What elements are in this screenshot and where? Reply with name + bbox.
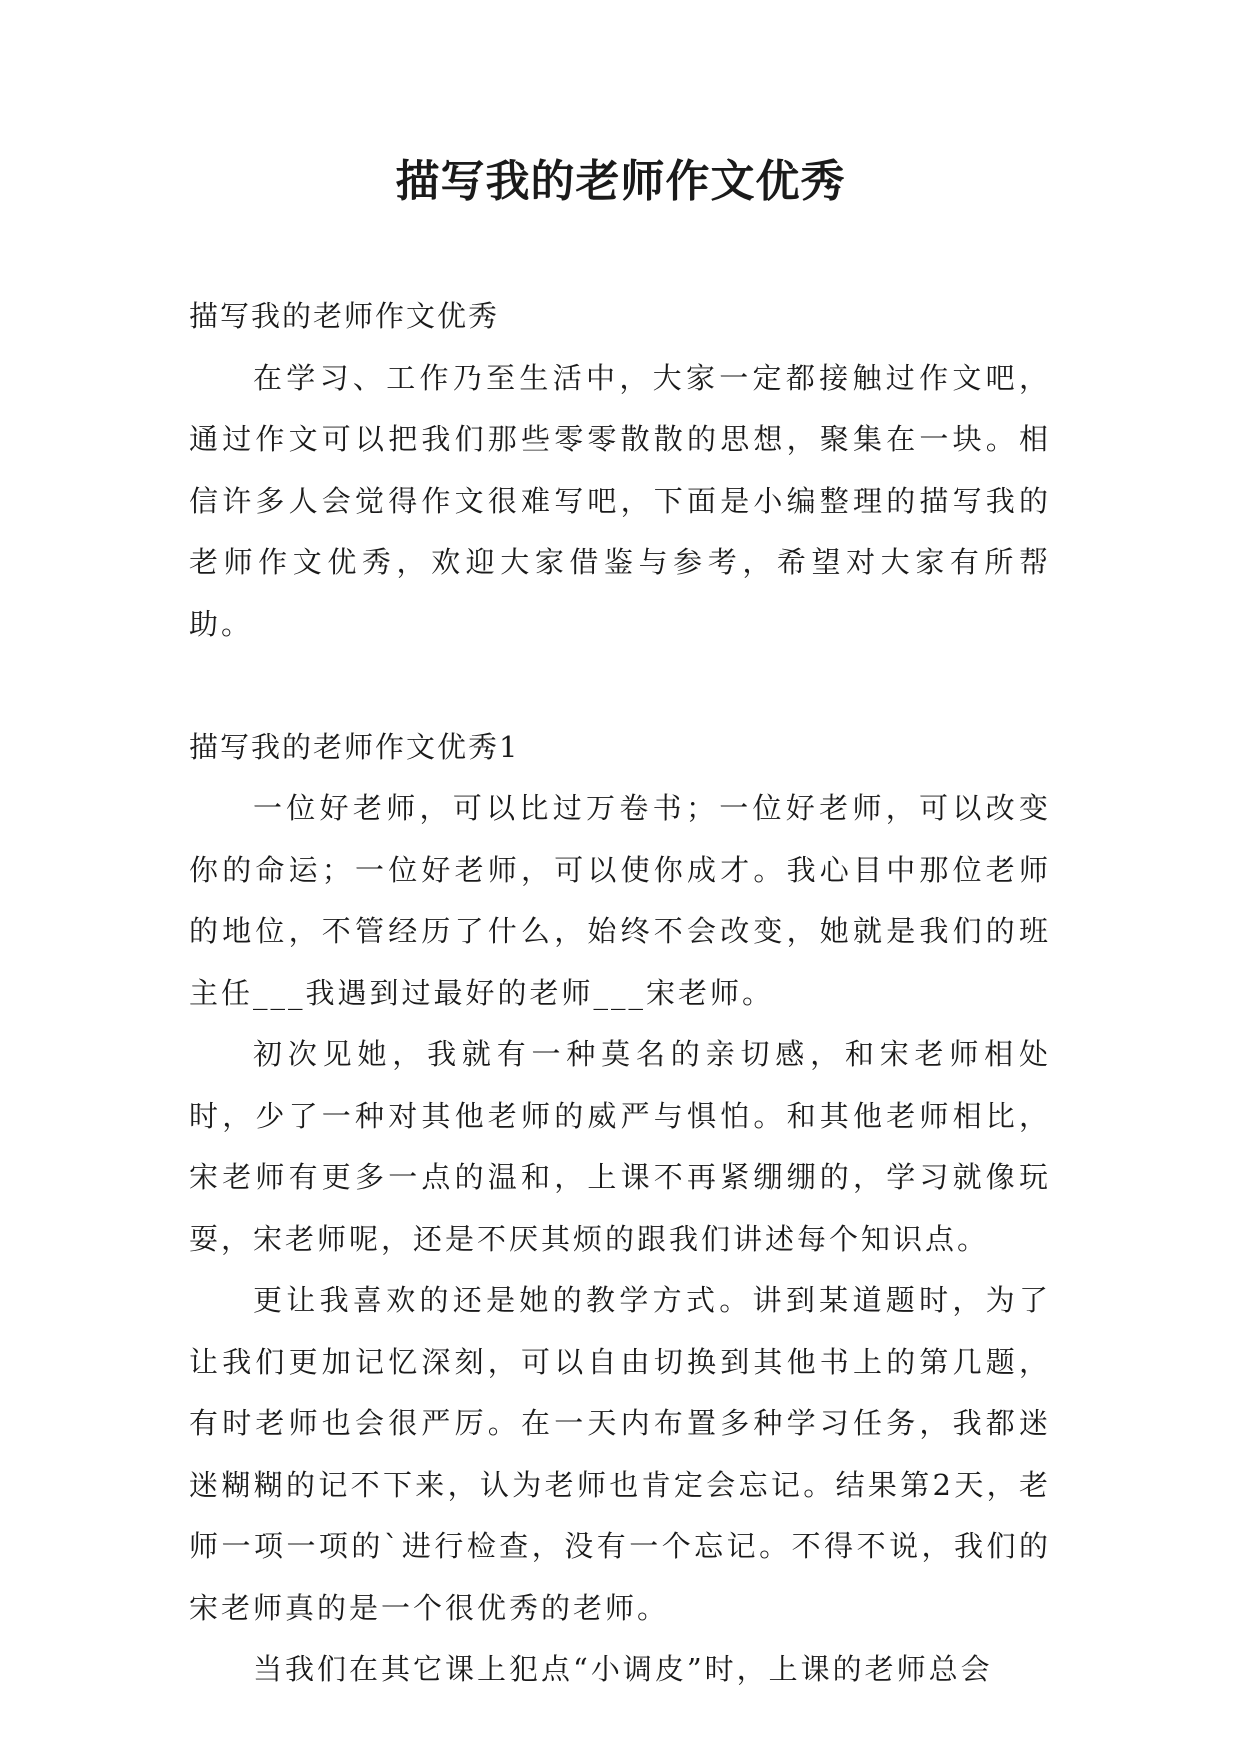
document-title: 描写我的老师作文优秀 — [395, 156, 846, 207]
intro-paragraph: 在学习、工作乃至生活中，大家一定都接触过作文吧，通过作文可以把我们那些零零散散的思想，聚集在一块。相信许多人会觉得作文很难写吧，下面是小编整理的描写我的老师作文优秀，欢迎大家借鉴与参考，希望对大家有所帮助。 — [189, 360, 1051, 641]
section-heading: 描写我的老师作文优秀1 — [189, 729, 520, 764]
paragraph-gap — [189, 655, 1051, 717]
body-paragraph-2: 初次见她，我就有一种莫名的亲切感，和宋老师相处时，少了一种对其他老师的威严与惧怕。和其他老师相比，宋老师有更多一点的温和，上课不再紧绷绷的，学习就像玩耍，宋老师呢，还是不厌其烦的跟我们讲述每个知识点。 — [189, 1037, 1051, 1256]
body-paragraph-4: 当我们在其它课上犯点“小调皮”时，上课的老师总会 — [253, 1652, 993, 1686]
body-paragraph-3: 更让我喜欢的还是她的教学方式。讲到某道题时，为了让我们更加记忆深刻，可以自由切换到其他书上的第几题，有时老师也会很严厉。在一天内布置多种学习任务，我都迷迷糊糊的记不下来，认为老师也肯定会忘记。结果第2天，老师一项一项的`进行检查，没有一个忘记。不得不说，我们的宋老师真的是一个很优秀的老师。 — [189, 1283, 1051, 1625]
document-body — [189, 286, 1051, 1701]
body-paragraph-1: 一位好老师，可以比过万卷书；一位好老师，可以改变你的命运；一位好老师，可以使你成才。我心目中那位老师的地位，不管经历了什么，始终不会改变，她就是我们的班主任___我遇到过最好的老师___宋老师。 — [189, 791, 1051, 1010]
intro-heading: 描写我的老师作文优秀 — [189, 299, 500, 333]
